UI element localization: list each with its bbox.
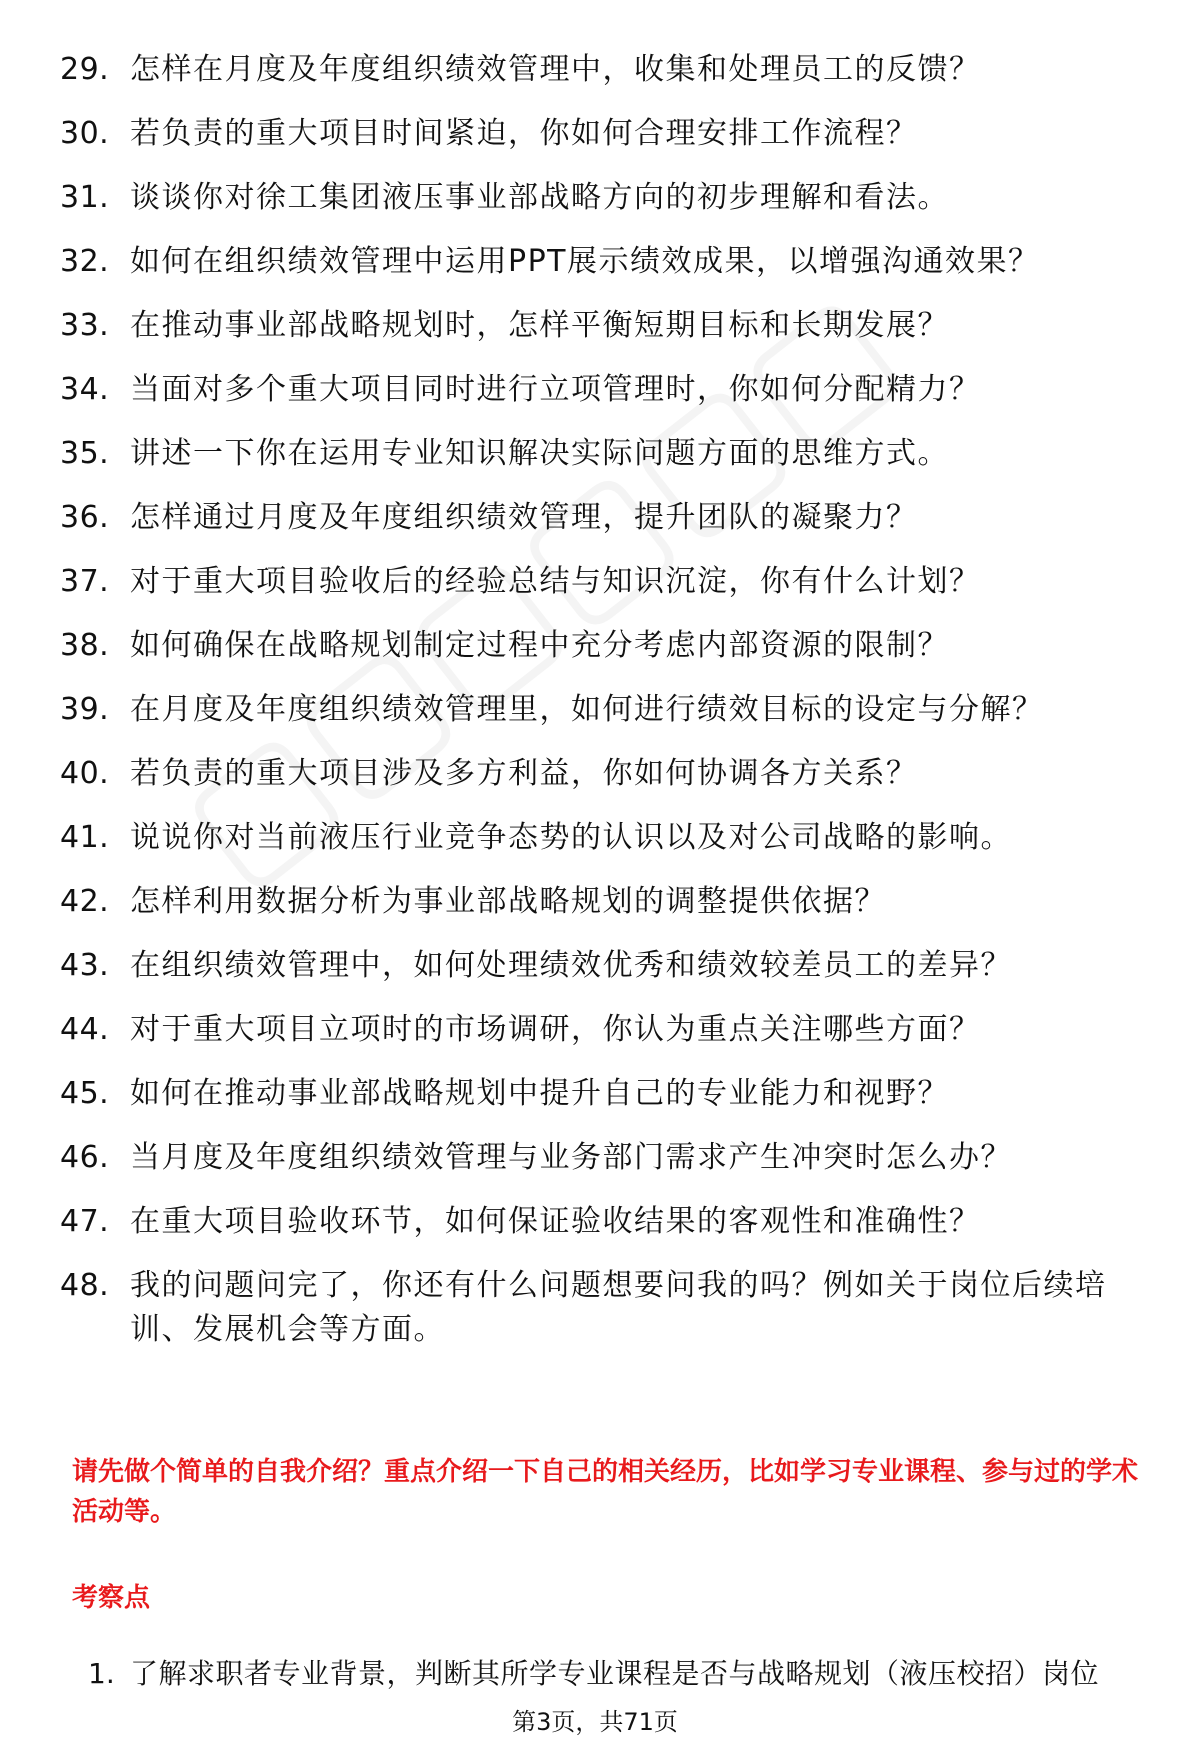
question-number: 47. (60, 1204, 110, 1239)
question-text: 在组织绩效管理中，如何处理绩效优秀和绩效较差员工的差异？ (130, 948, 1012, 983)
question-number: 32. (60, 244, 110, 279)
question-item (60, 1136, 1150, 1180)
assessment-point (88, 1654, 1168, 1694)
question-number: 45. (60, 1076, 110, 1111)
question-number: 33. (60, 308, 110, 343)
question-item (60, 240, 1150, 284)
question-text: 若负责的重大项目时间紧迫，你如何合理安排工作流程？ (130, 116, 918, 151)
question-item (60, 560, 1150, 604)
question-list (60, 48, 1150, 1372)
question-item (60, 112, 1150, 156)
question-number: 34. (60, 372, 110, 407)
question-number: 43. (60, 948, 110, 983)
question-text: 当面对多个重大项目同时进行立项管理时，你如何分配精力？ (130, 372, 981, 407)
question-item (60, 1200, 1150, 1244)
question-number: 29. (60, 52, 110, 87)
question-number: 46. (60, 1140, 110, 1175)
question-number: 30. (60, 116, 110, 151)
question-item (60, 880, 1150, 924)
question-text: 讲述一下你在运用专业知识解决实际问题方面的思维方式。 (130, 436, 949, 471)
question-item (60, 944, 1150, 988)
question-text: 在月度及年度组织绩效管理里，如何进行绩效目标的设定与分解？ (130, 692, 1044, 727)
point-number: 1. (88, 1657, 115, 1690)
question-number: 44. (60, 1012, 110, 1047)
question-item (60, 816, 1150, 860)
question-item (60, 1008, 1150, 1052)
question-number: 36. (60, 500, 110, 535)
question-text: 若负责的重大项目涉及多方利益，你如何协调各方关系？ (130, 756, 918, 791)
question-item (60, 48, 1150, 92)
question-item (60, 1072, 1150, 1116)
question-item (60, 368, 1150, 412)
question-text: 怎样利用数据分析为事业部战略规划的调整提供依据？ (130, 884, 886, 919)
question-number: 38. (60, 628, 110, 663)
assessment-point-list (88, 1654, 1168, 1694)
question-text: 对于重大项目立项时的市场调研，你认为重点关注哪些方面？ (130, 1012, 981, 1047)
section-heading: 考察点 (72, 1583, 151, 1613)
question-number: 42. (60, 884, 110, 919)
question-text: 对于重大项目验收后的经验总结与知识沉淀，你有什么计划？ (130, 564, 981, 599)
question-text: 当月度及年度组织绩效管理与业务部门需求产生冲突时怎么办？ (130, 1140, 1012, 1175)
question-item (60, 752, 1150, 796)
question-number: 40. (60, 756, 110, 791)
question-text: 如何确保在战略规划制定过程中充分考虑内部资源的限制？ (130, 628, 949, 663)
question-item (60, 1264, 1150, 1352)
question-number: 41. (60, 820, 110, 855)
question-item (60, 304, 1150, 348)
question-text: 在重大项目验收环节，如何保证验收结果的客观性和准确性？ (130, 1204, 981, 1239)
question-text: 怎样通过月度及年度组织绩效管理，提升团队的凝聚力？ (130, 500, 918, 535)
question-item (60, 688, 1150, 732)
question-text: 说说你对当前液压行业竞争态势的认识以及对公司战略的影响。 (130, 820, 1012, 855)
question-text: 我的问题问完了，你还有什么问题想要问我的吗？例如关于岗位后续培训、发展机会等方面。 (130, 1268, 1107, 1347)
question-number: 48. (60, 1268, 110, 1303)
point-text: 了解求职者专业背景，判断其所学专业课程是否与战略规划（液压校招）岗位 (130, 1657, 1100, 1690)
question-text: 在推动事业部战略规划时，怎样平衡短期目标和长期发展？ (130, 308, 949, 343)
question-text: 怎样在月度及年度组织绩效管理中，收集和处理员工的反馈？ (130, 52, 981, 87)
question-item (60, 176, 1150, 220)
question-number: 35. (60, 436, 110, 471)
question-number: 39. (60, 692, 110, 727)
question-item (60, 496, 1150, 540)
question-item (60, 432, 1150, 476)
question-text: 如何在推动事业部战略规划中提升自己的专业能力和视野？ (130, 1076, 949, 1111)
question-text: 谈谈你对徐工集团液压事业部战略方向的初步理解和看法。 (130, 180, 949, 215)
question-item (60, 624, 1150, 668)
page-footer: 第3页，共71页 (512, 1708, 678, 1736)
question-text: 如何在组织绩效管理中运用PPT展示绩效成果，以增强沟通效果？ (130, 244, 1040, 279)
question-number: 31. (60, 180, 110, 215)
intro-question: 请先做个简单的自我介绍？重点介绍一下自己的相关经历，比如学习专业课程、参与过的学术活动等。 (72, 1457, 1139, 1527)
question-number: 37. (60, 564, 110, 599)
